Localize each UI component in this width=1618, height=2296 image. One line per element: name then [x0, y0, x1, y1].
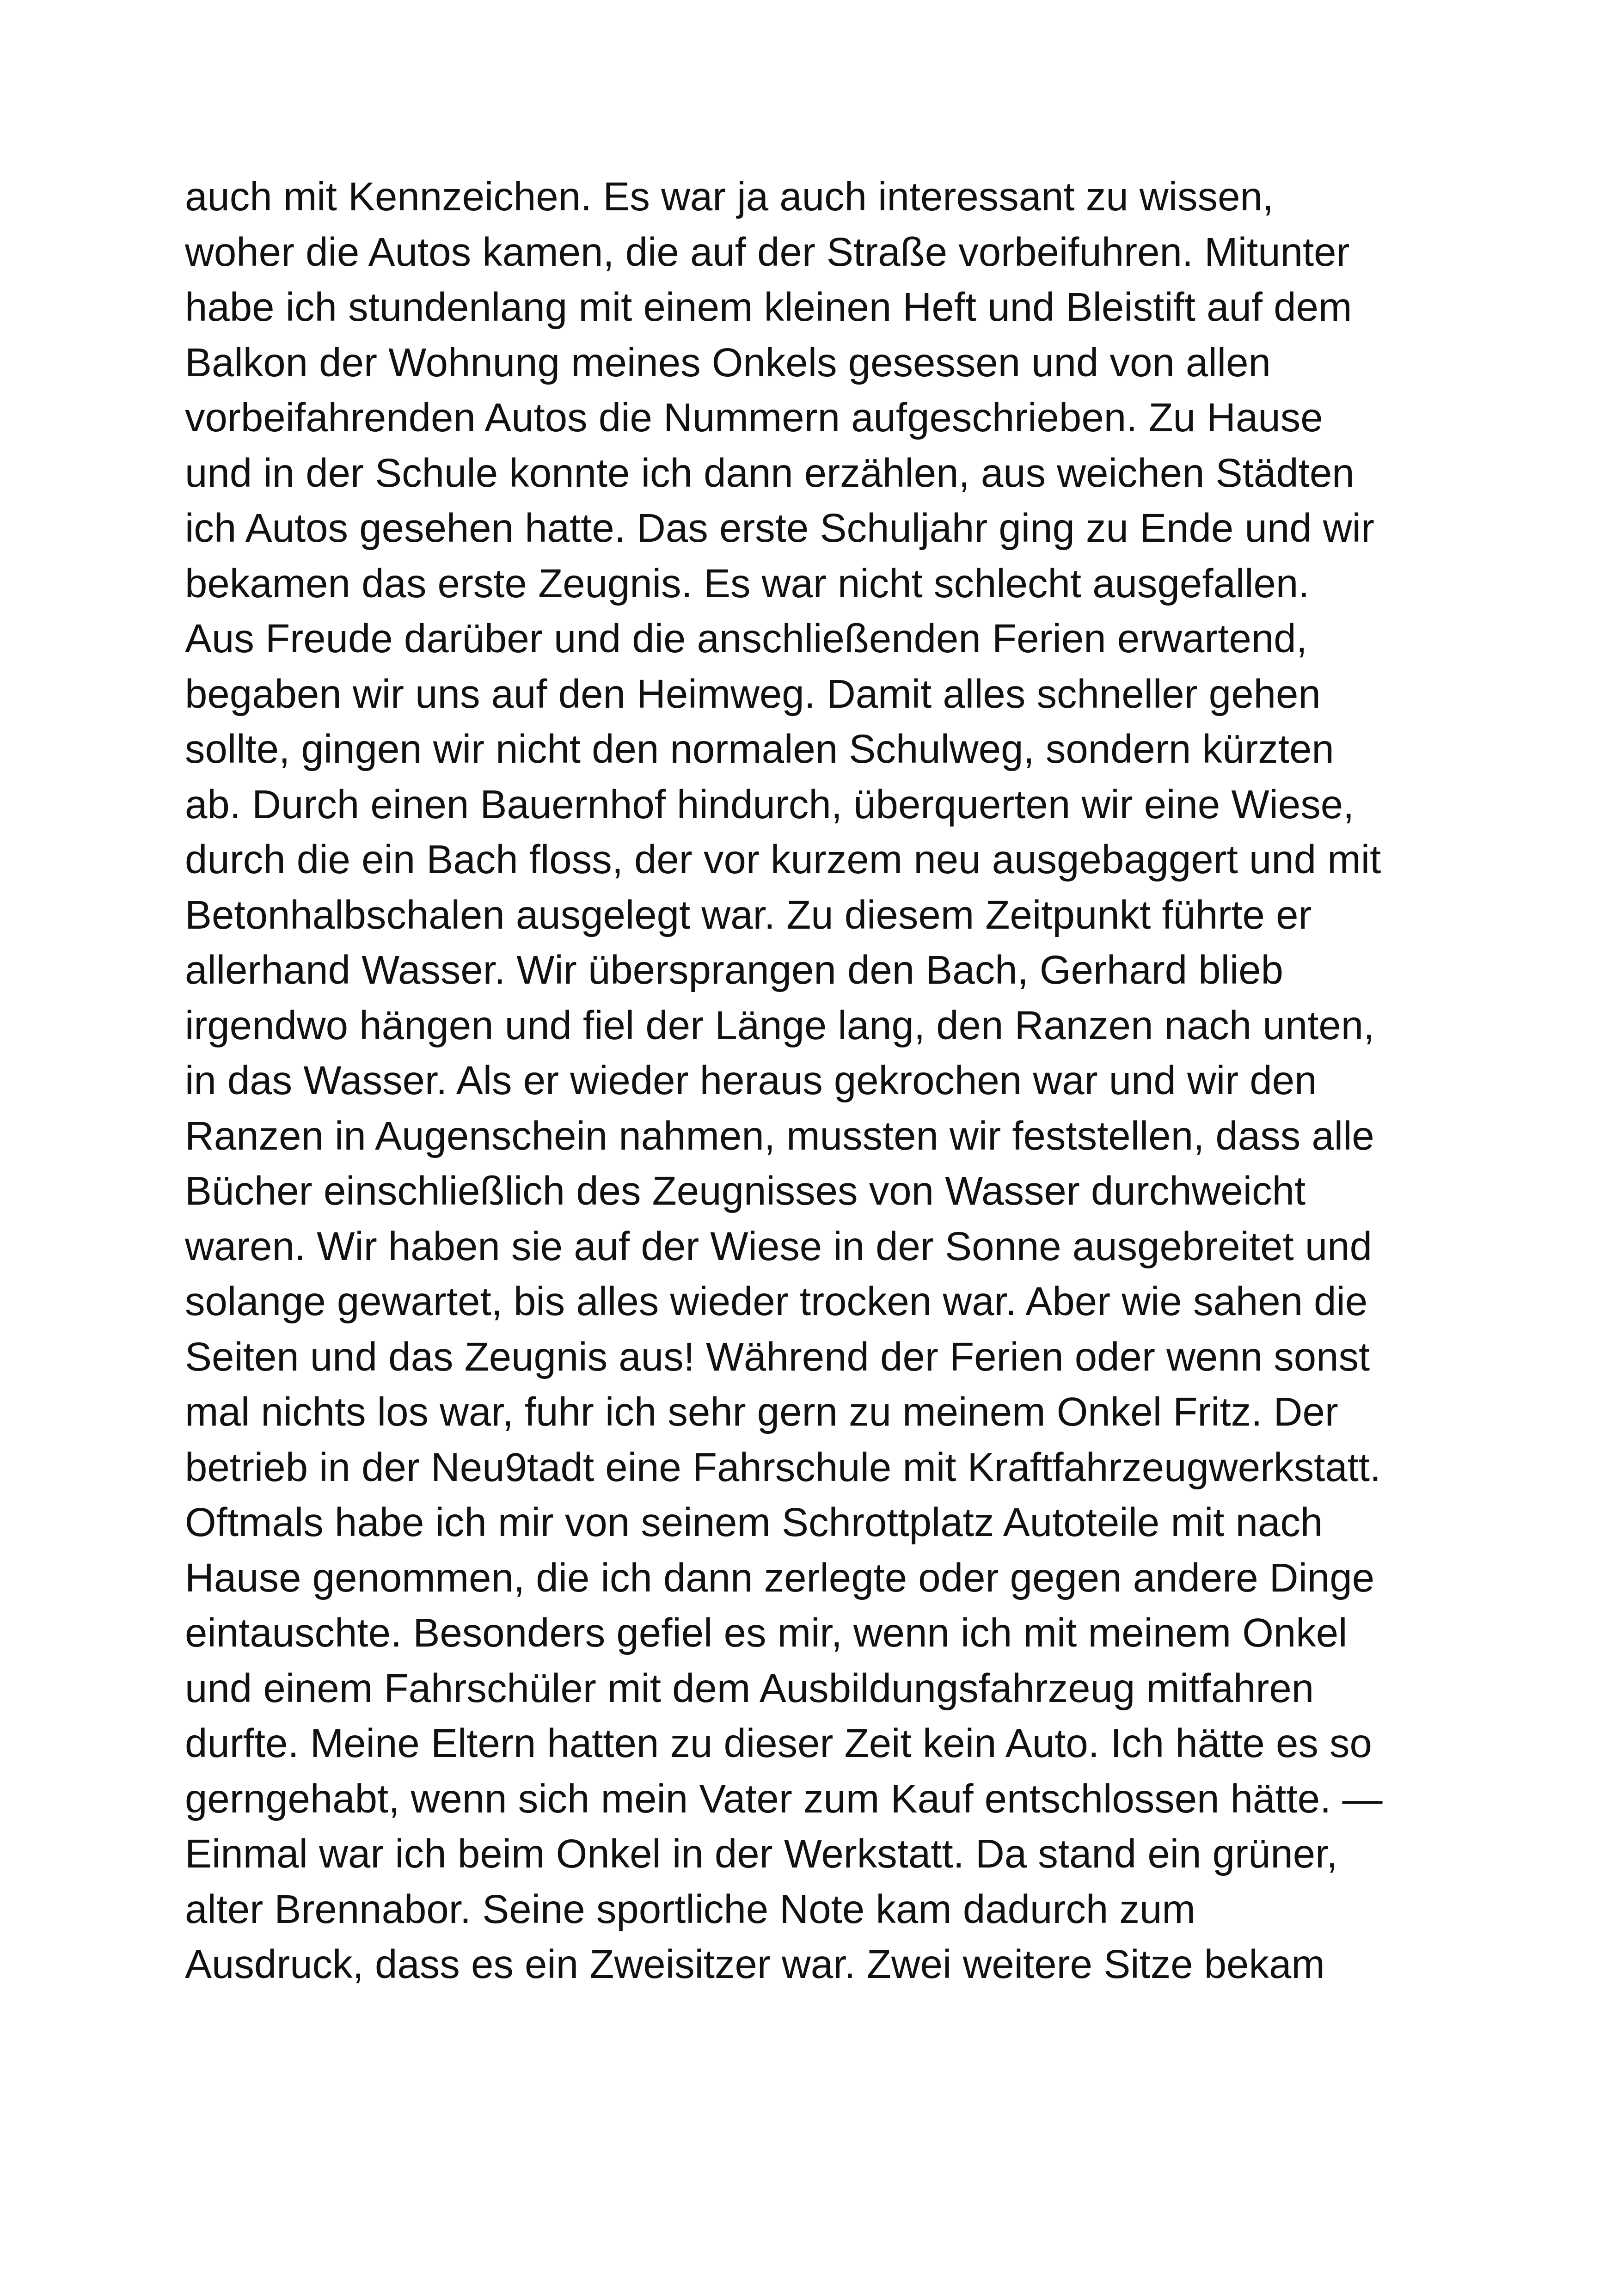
text-line: durch die ein Bach floss, der vor kurzem neu ausgebaggert und mit	[185, 837, 1381, 882]
text-line: Aus Freude darüber und die anschließenden Ferien erwartend,	[185, 616, 1307, 661]
text-line: solange gewartet, bis alles wieder trocken war. Aber wie sahen die	[185, 1279, 1368, 1324]
text-line: in das Wasser. Als er wieder heraus gekrochen war und wir den	[185, 1058, 1317, 1103]
text-line: Ranzen in Augenschein nahmen, mussten wir feststellen, dass alle	[185, 1113, 1374, 1158]
text-line: eintauschte. Besonders gefiel es mir, wenn ich mit meinem Onkel	[185, 1610, 1348, 1655]
text-line: habe ich stundenlang mit einem kleinen Heft und Bleistift auf dem	[185, 285, 1352, 330]
text-line: Balkon der Wohnung meines Onkels gesessen und von allen	[185, 340, 1271, 385]
text-line: auch mit Kennzeichen. Es war ja auch interessant zu wissen,	[185, 174, 1274, 219]
text-line: ich Autos gesehen hatte. Das erste Schuljahr ging zu Ende und wir	[185, 506, 1374, 551]
text-line: Oftmals habe ich mir von seinem Schrottplatz Autoteile mit nach	[185, 1500, 1323, 1545]
text-line: bekamen das erste Zeugnis. Es war nicht schlecht ausgefallen.	[185, 561, 1310, 606]
text-line: alter Brennabor. Seine sportliche Note kam dadurch zum	[185, 1886, 1195, 1932]
text-line: und in der Schule konnte ich dann erzählen, aus weichen Städten	[185, 450, 1354, 496]
text-line: Seiten und das Zeugnis aus! Während der Ferien oder wenn sonst	[185, 1334, 1370, 1379]
text-line: durfte. Meine Eltern hatten zu dieser Zeit kein Auto. Ich hätte es so	[185, 1721, 1372, 1766]
text-line: Einmal war ich beim Onkel in der Werkstatt. Da stand ein grüner,	[185, 1831, 1338, 1876]
text-line: mal nichts los war, fuhr ich sehr gern zu meinem Onkel Fritz. Der	[185, 1390, 1338, 1434]
text-line: allerhand Wasser. Wir übersprangen den Bach, Gerhard blieb	[185, 948, 1284, 992]
text-line: Hause genommen, die ich dann zerlegte oder gegen andere Dinge	[185, 1555, 1375, 1600]
text-line: woher die Autos kamen, die auf der Straße vorbeifuhren. Mitunter	[185, 229, 1350, 275]
text-line: sollte, gingen wir nicht den normalen Schulweg, sondern kürzten	[185, 727, 1334, 771]
text-line: und einem Fahrschüler mit dem Ausbildungsfahrzeug mitfahren	[185, 1665, 1314, 1711]
text-line: begaben wir uns auf den Heimweg. Damit alles schneller gehen	[185, 671, 1321, 716]
text-line: ab. Durch einen Bauernhof hindurch, überquerten wir eine Wiese,	[185, 782, 1354, 827]
text-line: irgendwo hängen und fiel der Länge lang, den Ranzen nach unten,	[185, 1003, 1375, 1048]
text-line: Betonhalbschalen ausgelegt war. Zu diesem Zeitpunkt führte er	[185, 892, 1312, 937]
text-line: gerngehabt, wenn sich mein Vater zum Kauf entschlossen hätte. —	[185, 1776, 1383, 1821]
text-line: betrieb in der Neu9tadt eine Fahrschule mit Kraftfahrzeugwerkstatt.	[185, 1445, 1381, 1490]
body-text	[185, 169, 1553, 1992]
text-line: waren. Wir haben sie auf der Wiese in der Sonne ausgebreitet und	[185, 1224, 1372, 1269]
text-line: vorbeifahrenden Autos die Nummern aufgeschrieben. Zu Hause	[185, 395, 1323, 440]
text-line: Ausdruck, dass es ein Zweisitzer war. Zwei weitere Sitze bekam	[185, 1942, 1325, 1987]
text-line: Bücher einschließlich des Zeugnisses von Wasser durchweicht	[185, 1169, 1306, 1213]
